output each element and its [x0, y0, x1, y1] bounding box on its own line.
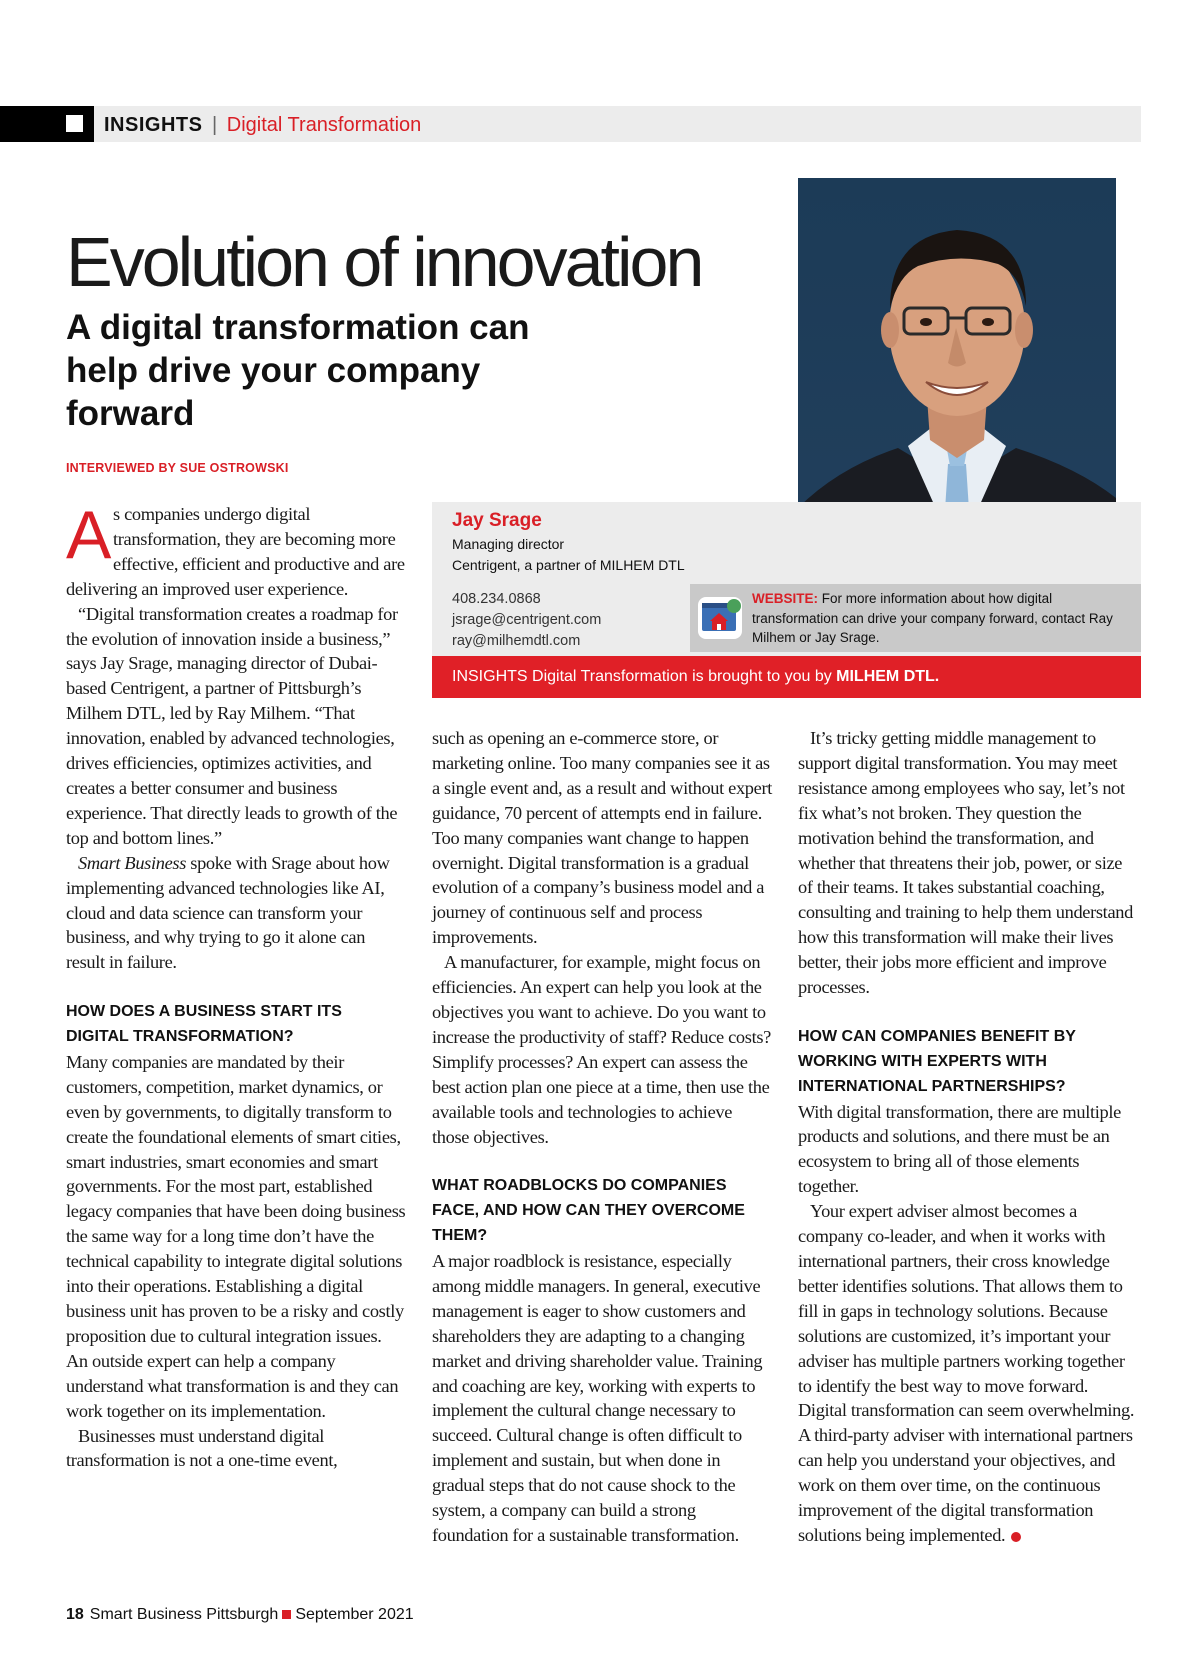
section-square-icon: [66, 115, 83, 132]
article-paragraph: Many companies are mandated by their customers, competition, market dynamics, or even by governments, to digitally transform to create the foundational elements of smart cities, smart industries, smart economies and smart governments. For the most part, established legacy companies that have been doing business the same way for a long time don’t have the technical capability to integrate digital solutions into their operations. Establishing a digital business unit has proven to be a risky and costly proposition due to cultural integration issues. An outside expert can help a company understand what transformation is and they can work together on its implementation.: [66, 1051, 406, 1421]
article-paragraph: Your expert adviser almost becomes a company co-leader, and when it works with international partners, their cross knowledge better identifies solutions. That allows them to fill in gaps in technology solutions. Because solutions are customized, it’s important your adviser has multiple partners working together to identify the best way to move forward. Digital transformation can seem overwhelming. A third-party adviser with international partners can help you understand your objectives, and work on them over time, on the continuous improvement of the digital transformation solutions being implemented.: [798, 1201, 1135, 1545]
section-label: INSIGHTS: [104, 114, 203, 136]
portrait-photo: [798, 178, 1116, 556]
article-column-2: [432, 726, 772, 1548]
sponsor-bar: [432, 656, 1141, 698]
website-description: For more information about how digital transformation can drive your company forward, contact Ray Milhem or Jay Srage.: [752, 591, 1113, 645]
section-separator: |: [212, 114, 218, 136]
byline: INTERVIEWED BY SUE OSTROWSKI: [66, 461, 289, 475]
article-paragraph: As companies undergo digital transformation, they are becoming more effective, efficient and productive and are delivering an improved user experience.: [66, 497, 405, 599]
sponsor-text: INSIGHTS Digital Transformation is brought to you by: [452, 668, 837, 685]
contact-name: Jay Srage: [452, 510, 542, 531]
article-column-1: [66, 497, 406, 1473]
article-column-3: [798, 726, 1138, 1548]
contact-role: Managing director: [452, 536, 565, 552]
website-label: WEBSITE:: [752, 591, 818, 606]
section-heading: HOW DOES A BUSINESS START ITS DIGITAL TRANSFORMATION?: [66, 1003, 342, 1046]
article-paragraph: Smart Business spoke with Srage about how implementing advanced technologies like AI, cloud and data science can transform your business, and why trying to go it alone can result in failure.: [66, 852, 390, 973]
publication-title: Smart Business Pittsburgh: [89, 1606, 279, 1623]
article-paragraph: Businesses must understand digital transformation is not a one-time event,: [66, 1425, 338, 1471]
article-paragraph: A manufacturer, for example, might focus on efficiencies. An expert can help you look at the objectives you want to achieve. Do you want to increase the productivity of staff? Reduce costs? Simplify processes? An expert can assess the best action plan one piece at a time, then use the available tools and technologies to achieve those objectives.: [432, 952, 771, 1147]
contact-email-secondary[interactable]: ray@milhemdtl.com: [452, 633, 581, 649]
article-paragraph: A major roadblock is resistance, especially among middle managers. In general, executive management is eager to show customers and shareholders they are adapting to a changing market and driving shareholder value. Training and coaching are key, working with experts to implement the cultural change necessary to succeed. Cultural change is often difficult to implement and sustain, but when done in gradual steps that do not cause shock to the system, a company can build a strong foundation for a sustainable transformation.: [432, 1251, 763, 1545]
section-header: [104, 110, 421, 140]
section-heading: WHAT ROADBLOCKS DO COMPANIES FACE, AND HOW CAN THEY OVERCOME THEM?: [432, 1177, 745, 1245]
website-house-icon: [696, 593, 744, 643]
sponsor-brand: MILHEM DTL.: [836, 668, 940, 685]
publication-name: Smart Business: [78, 852, 187, 873]
website-text: [752, 589, 1137, 648]
contact-company: Centrigent, a partner of MILHEM DTL: [452, 557, 685, 573]
page-footer: [66, 1606, 414, 1624]
contact-phone: 408.234.0868: [452, 591, 541, 607]
section-topic: Digital Transformation: [226, 114, 422, 136]
portrait-illustration: [798, 178, 1116, 556]
footer-square-icon: [282, 1610, 291, 1619]
article-paragraph: such as opening an e-commerce store, or marketing online. Too many companies see it as a single event and, as a result and without expert guidance, 70 percent of attempts end in failure. Too many companies want change to happen overnight. Digital transformation is a gradual evolution of a company’s business model and a journey of continuous self and process improvements.: [432, 728, 772, 948]
end-mark-icon: [1011, 1532, 1021, 1542]
drop-cap: A: [66, 497, 112, 573]
issue-date: September 2021: [295, 1606, 414, 1623]
section-heading: HOW CAN COMPANIES BENEFIT BY WORKING WITH EXPERTS WITH INTERNATIONAL PARTNERSHIPS?: [798, 1027, 1076, 1095]
contact-email[interactable]: jsrage@centrigent.com: [452, 612, 602, 628]
article-paragraph: It’s tricky getting middle management to support digital transformation. You may meet resistance among employees who say, let’s not fix what’s not broken. They question the motivation behind the transformation, and whether that threatens their job, power, or size of their teams. It takes substantial coaching, consulting and training to help them understand how this transformation will make their lives better, their jobs more efficient and improve processes.: [798, 728, 1133, 998]
page-title: Evolution of innovation: [66, 223, 702, 301]
page-number: 18: [66, 1606, 84, 1623]
article-paragraph: “Digital transformation creates a roadmap for the evolution of innovation inside a business,” says Jay Srage, managing director of Dubai-based Centrigent, a partner of Pittsburgh’s Milhem DTL, led by Ray Milhem. “That innovation, enabled by advanced technologies, drives efficiencies, optimizes activities, and creates a better consumer and business experience. That directly leads to growth of the top and bottom lines.”: [66, 603, 398, 848]
page-subtitle: A digital transformation can help drive your company forward: [66, 308, 530, 433]
article-paragraph: With digital transformation, there are multiple products and solutions, and there must be an ecosystem to bring all of those elements together.: [798, 1101, 1121, 1197]
